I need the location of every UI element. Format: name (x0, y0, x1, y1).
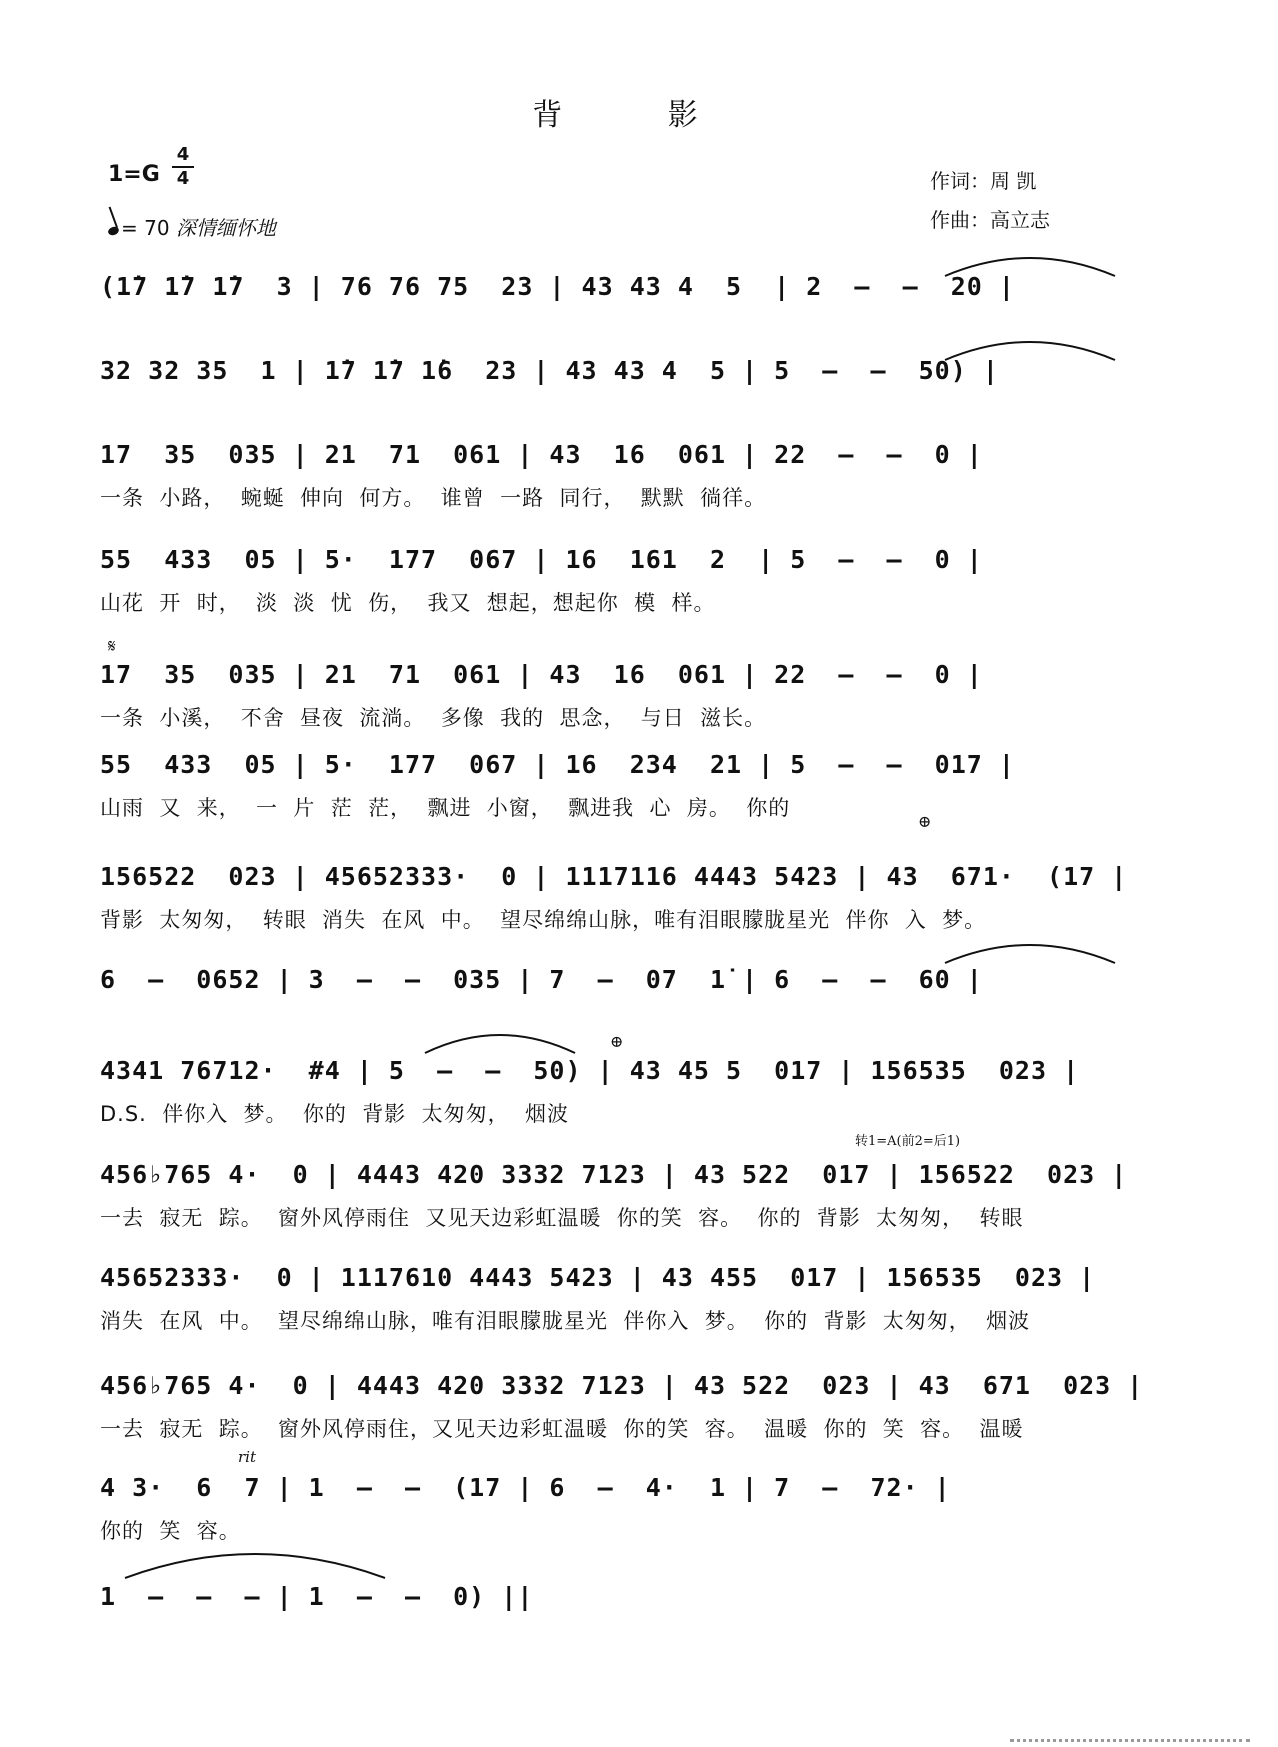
lyrics-row-11: 消失 在风 中。 望尽绵绵山脉，唯有泪眼朦胧星光 伴你入 梦。 你的 背影 太匆匆， 烟波 (100, 1309, 1031, 1333)
coda-mark-1: ⊕ (918, 812, 932, 831)
notation-row-2: 32 32 35 1 | 1̇7 1̇7 1̇6 23 | 43 43 4 5 | 5 – – 50) | (100, 356, 999, 385)
notation-row-10: 456♭765 4· 0 | 4443 420 3332 7123 | 43 522 017 | 156522 023 | (100, 1160, 1128, 1189)
slur-row-9 (420, 1025, 580, 1055)
lyricist-credit: 作词：周 凯 (930, 169, 1037, 193)
slur-row-14 (120, 1540, 390, 1580)
slur-row-8 (940, 935, 1120, 965)
segno-mark: 𝄋 (108, 636, 116, 657)
tempo-value: = 70 (121, 216, 170, 240)
lyrics-row-9: D.S. 伴你入 梦。 你的 背影 太匆匆， 烟波 (100, 1102, 569, 1126)
tempo-expression: 深情缅怀地 (175, 216, 276, 240)
slur-row-1 (940, 248, 1120, 278)
key-signature: 1=G (108, 162, 160, 187)
rit-mark: rit (238, 1448, 256, 1466)
modulation-mark: 转1=A(前2=后1) (855, 1134, 961, 1149)
notation-row-1: (1̇7 1̇7 1̇7 3 | 76 76 75 23 | 43 43 4 5 | 2 – – 20 | (100, 272, 1015, 301)
notation-row-13: 4 3· 6 7 | 1 – – (17 | 6 – 4· 1 | 7 – 72· | (100, 1473, 951, 1502)
notation-row-11: 45652333· 0 | 1117610 4443 5423 | 43 455 017 | 156535 023 | (100, 1263, 1096, 1292)
coda-mark-2: ⊕ (610, 1032, 624, 1051)
time-signature-bottom: 4 (176, 168, 190, 189)
notation-row-6: 55 433 05 | 5· 177 067 | 16 234 21 | 5 – – 017 | (100, 750, 1015, 779)
watermark-strip (1010, 1733, 1250, 1742)
lyrics-row-3: 一条 小路， 蜿蜒 伸向 何方。 谁曾 一路 同行， 默默 徜徉。 (100, 486, 767, 510)
notation-row-12: 456♭765 4· 0 | 4443 420 3332 7123 | 43 522 023 | 43 671 023 | (100, 1371, 1144, 1400)
notation-row-14: 1 – – – | 1 – – 0) || (100, 1582, 534, 1611)
lyrics-row-6: 山雨 又 来， 一 片 茫 茫， 飘进 小窗， 飘进我 心 房。 你的 (100, 796, 791, 820)
slur-row-2 (940, 332, 1120, 362)
lyrics-row-10: 一去 寂无 踪。 窗外风停雨住 又见天边彩虹温暖 你的笑 容。 你的 背影 太匆匆， 转眼 (100, 1206, 1024, 1230)
composer-credit: 作曲：高立志 (930, 208, 1050, 232)
notation-row-8: 6 – 0652 | 3 – – 035 | 7 – 07 1̇ | 6 – – 60 | (100, 965, 983, 994)
notation-row-5: 17 35 035 | 21 71 061 | 43 16 061 | 22 – – 0 | (100, 660, 983, 689)
lyrics-row-7: 背影 太匆匆， 转眼 消失 在风 中。 望尽绵绵山脉，唯有泪眼朦胧星光 伴你 入 梦。 (100, 908, 987, 932)
notation-row-3: 17 35 035 | 21 71 061 | 43 16 061 | 22 – – 0 | (100, 440, 983, 469)
lyrics-row-5: 一条 小溪， 不舍 昼夜 流淌。 多像 我的 思念， 与日 滋长。 (100, 706, 767, 730)
lyrics-row-12: 一去 寂无 踪。 窗外风停雨住，又见天边彩虹温暖 你的笑 容。 温暖 你的 笑 容。 温暖 (100, 1417, 1024, 1441)
notation-row-4: 55 433 05 | 5· 177 067 | 16 161 2 | 5 – – 0 | (100, 545, 983, 574)
lyrics-row-4: 山花 开 时， 淡 淡 忧 伤， 我又 想起，想起你 模 样。 (100, 591, 716, 615)
time-signature (172, 145, 194, 189)
quarter-note-icon (107, 225, 120, 236)
notation-row-9: 4341 76712· #4 | 5 – – 50) | 43 45 5 017 | 156535 023 | (100, 1056, 1080, 1085)
tempo-marking (108, 212, 276, 241)
time-signature-top: 4 (176, 144, 190, 165)
lyrics-row-13: 你的 笑 容。 (100, 1519, 241, 1543)
song-title: 背 影 (532, 98, 746, 133)
notation-row-7: 156522 023 | 45652333· 0 | 1117116 4443 5423 | 43 671· (17 | (100, 862, 1128, 891)
